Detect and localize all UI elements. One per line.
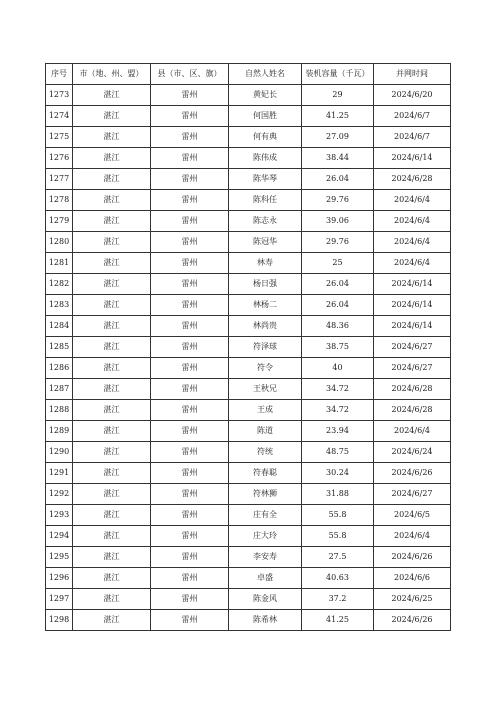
cell-seq: 1276	[46, 148, 73, 169]
cell-capacity: 55.8	[302, 526, 374, 547]
cell-capacity: 34.72	[302, 400, 374, 421]
cell-grid-date: 2024/6/27	[374, 358, 451, 379]
cell-city: 湛江	[73, 274, 151, 295]
cell-person-name: 王成	[229, 400, 302, 421]
table-row	[46, 547, 451, 568]
cell-grid-date: 2024/6/7	[374, 106, 451, 127]
table-row	[46, 379, 451, 400]
cell-seq: 1286	[46, 358, 73, 379]
cell-city: 湛江	[73, 547, 151, 568]
cell-county: 雷州	[151, 106, 229, 127]
cell-person-name: 王秋兄	[229, 379, 302, 400]
cell-person-name: 陈金风	[229, 589, 302, 610]
cell-city: 湛江	[73, 505, 151, 526]
cell-seq: 1275	[46, 127, 73, 148]
cell-seq: 1296	[46, 568, 73, 589]
cell-grid-date: 2024/6/28	[374, 169, 451, 190]
table-row	[46, 274, 451, 295]
cell-city: 湛江	[73, 211, 151, 232]
table-row	[46, 127, 451, 148]
cell-seq: 1277	[46, 169, 73, 190]
cell-person-name: 陈志永	[229, 211, 302, 232]
table-header-row	[46, 64, 451, 85]
cell-grid-date: 2024/6/26	[374, 547, 451, 568]
table-row	[46, 253, 451, 274]
table-row	[46, 232, 451, 253]
cell-county: 雷州	[151, 274, 229, 295]
table-row	[46, 400, 451, 421]
cell-capacity: 38.75	[302, 337, 374, 358]
cell-seq: 1282	[46, 274, 73, 295]
cell-county: 雷州	[151, 568, 229, 589]
table-body	[46, 85, 451, 631]
cell-person-name: 符泽球	[229, 337, 302, 358]
cell-person-name: 庄大玲	[229, 526, 302, 547]
cell-capacity: 40.63	[302, 568, 374, 589]
table-row	[46, 337, 451, 358]
cell-city: 湛江	[73, 442, 151, 463]
cell-capacity: 27.5	[302, 547, 374, 568]
cell-county: 雷州	[151, 484, 229, 505]
table-row	[46, 358, 451, 379]
cell-grid-date: 2024/6/24	[374, 442, 451, 463]
cell-capacity: 55.8	[302, 505, 374, 526]
cell-seq: 1294	[46, 526, 73, 547]
cell-capacity: 31.88	[302, 484, 374, 505]
cell-county: 雷州	[151, 169, 229, 190]
cell-city: 湛江	[73, 85, 151, 106]
cell-county: 雷州	[151, 295, 229, 316]
table-row	[46, 463, 451, 484]
header-county: 县（市、区、旗）	[151, 64, 229, 85]
cell-city: 湛江	[73, 190, 151, 211]
table-row	[46, 589, 451, 610]
cell-city: 湛江	[73, 358, 151, 379]
cell-seq: 1287	[46, 379, 73, 400]
table-row	[46, 106, 451, 127]
cell-grid-date: 2024/6/25	[374, 589, 451, 610]
cell-capacity: 26.04	[302, 169, 374, 190]
cell-county: 雷州	[151, 379, 229, 400]
table-row	[46, 211, 451, 232]
cell-city: 湛江	[73, 106, 151, 127]
cell-grid-date: 2024/6/26	[374, 610, 451, 631]
cell-capacity: 26.04	[302, 274, 374, 295]
cell-capacity: 29.76	[302, 232, 374, 253]
cell-county: 雷州	[151, 358, 229, 379]
table-row	[46, 190, 451, 211]
cell-county: 雷州	[151, 127, 229, 148]
cell-grid-date: 2024/6/14	[374, 148, 451, 169]
cell-grid-date: 2024/6/28	[374, 379, 451, 400]
cell-county: 雷州	[151, 253, 229, 274]
cell-city: 湛江	[73, 400, 151, 421]
table-row	[46, 295, 451, 316]
cell-person-name: 符令	[229, 358, 302, 379]
table-row	[46, 568, 451, 589]
cell-city: 湛江	[73, 337, 151, 358]
cell-county: 雷州	[151, 547, 229, 568]
cell-person-name: 林尚贵	[229, 316, 302, 337]
cell-grid-date: 2024/6/28	[374, 400, 451, 421]
cell-city: 湛江	[73, 463, 151, 484]
cell-seq: 1292	[46, 484, 73, 505]
cell-city: 湛江	[73, 421, 151, 442]
cell-grid-date: 2024/6/7	[374, 127, 451, 148]
cell-seq: 1285	[46, 337, 73, 358]
cell-seq: 1278	[46, 190, 73, 211]
cell-county: 雷州	[151, 610, 229, 631]
table-row	[46, 148, 451, 169]
cell-person-name: 陈伟成	[229, 148, 302, 169]
table-row	[46, 169, 451, 190]
cell-person-name: 黄妃长	[229, 85, 302, 106]
cell-city: 湛江	[73, 127, 151, 148]
cell-county: 雷州	[151, 211, 229, 232]
cell-county: 雷州	[151, 442, 229, 463]
cell-grid-date: 2024/6/14	[374, 295, 451, 316]
cell-capacity: 34.72	[302, 379, 374, 400]
cell-capacity: 23.94	[302, 421, 374, 442]
table-row	[46, 442, 451, 463]
cell-county: 雷州	[151, 190, 229, 211]
cell-seq: 1295	[46, 547, 73, 568]
cell-county: 雷州	[151, 505, 229, 526]
cell-capacity: 37.2	[302, 589, 374, 610]
cell-capacity: 25	[302, 253, 374, 274]
cell-seq: 1298	[46, 610, 73, 631]
cell-person-name: 李安寿	[229, 547, 302, 568]
cell-person-name: 陈道	[229, 421, 302, 442]
cell-grid-date: 2024/6/27	[374, 337, 451, 358]
cell-capacity: 41.25	[302, 610, 374, 631]
cell-city: 湛江	[73, 169, 151, 190]
cell-seq: 1293	[46, 505, 73, 526]
cell-county: 雷州	[151, 85, 229, 106]
cell-county: 雷州	[151, 337, 229, 358]
cell-grid-date: 2024/6/4	[374, 421, 451, 442]
cell-seq: 1280	[46, 232, 73, 253]
cell-seq: 1281	[46, 253, 73, 274]
header-capacity: 装机容量（千瓦）	[302, 64, 374, 85]
cell-capacity: 48.75	[302, 442, 374, 463]
cell-county: 雷州	[151, 316, 229, 337]
cell-city: 湛江	[73, 379, 151, 400]
cell-person-name: 陈希林	[229, 610, 302, 631]
cell-person-name: 何国胜	[229, 106, 302, 127]
cell-person-name: 陈冠华	[229, 232, 302, 253]
cell-seq: 1274	[46, 106, 73, 127]
header-city: 市（地、州、盟）	[73, 64, 151, 85]
header-person-name: 自然人姓名	[229, 64, 302, 85]
cell-capacity: 29	[302, 85, 374, 106]
table-row	[46, 316, 451, 337]
cell-seq: 1289	[46, 421, 73, 442]
cell-grid-date: 2024/6/4	[374, 232, 451, 253]
cell-capacity: 26.04	[302, 295, 374, 316]
cell-seq: 1288	[46, 400, 73, 421]
cell-capacity: 30.24	[302, 463, 374, 484]
cell-person-name: 符林狮	[229, 484, 302, 505]
cell-city: 湛江	[73, 610, 151, 631]
cell-city: 湛江	[73, 526, 151, 547]
cell-person-name: 何有典	[229, 127, 302, 148]
cell-city: 湛江	[73, 232, 151, 253]
table-row	[46, 484, 451, 505]
cell-person-name: 杨日强	[229, 274, 302, 295]
cell-grid-date: 2024/6/4	[374, 211, 451, 232]
cell-grid-date: 2024/6/4	[374, 253, 451, 274]
cell-person-name: 林寿	[229, 253, 302, 274]
cell-seq: 1273	[46, 85, 73, 106]
cell-person-name: 卓盛	[229, 568, 302, 589]
cell-grid-date: 2024/6/4	[374, 526, 451, 547]
cell-grid-date: 2024/6/6	[374, 568, 451, 589]
header-seq: 序号	[46, 64, 73, 85]
cell-capacity: 38.44	[302, 148, 374, 169]
cell-county: 雷州	[151, 148, 229, 169]
cell-city: 湛江	[73, 295, 151, 316]
table-row	[46, 85, 451, 106]
cell-county: 雷州	[151, 232, 229, 253]
cell-county: 雷州	[151, 526, 229, 547]
cell-capacity: 40	[302, 358, 374, 379]
cell-capacity: 27.09	[302, 127, 374, 148]
table-row	[46, 421, 451, 442]
cell-seq: 1283	[46, 295, 73, 316]
cell-city: 湛江	[73, 484, 151, 505]
cell-county: 雷州	[151, 421, 229, 442]
cell-grid-date: 2024/6/5	[374, 505, 451, 526]
cell-city: 湛江	[73, 148, 151, 169]
table-row	[46, 610, 451, 631]
cell-grid-date: 2024/6/4	[374, 190, 451, 211]
cell-seq: 1279	[46, 211, 73, 232]
cell-city: 湛江	[73, 253, 151, 274]
cell-person-name: 陈华琴	[229, 169, 302, 190]
cell-capacity: 39.06	[302, 211, 374, 232]
cell-grid-date: 2024/6/14	[374, 316, 451, 337]
header-grid-date: 并网时间	[374, 64, 451, 85]
cell-person-name: 林杨二	[229, 295, 302, 316]
cell-person-name: 庄有全	[229, 505, 302, 526]
cell-county: 雷州	[151, 400, 229, 421]
cell-county: 雷州	[151, 463, 229, 484]
cell-city: 湛江	[73, 316, 151, 337]
cell-county: 雷州	[151, 589, 229, 610]
cell-grid-date: 2024/6/27	[374, 484, 451, 505]
cell-capacity: 48.36	[302, 316, 374, 337]
cell-person-name: 符春聪	[229, 463, 302, 484]
table-row	[46, 505, 451, 526]
cell-seq: 1291	[46, 463, 73, 484]
cell-seq: 1290	[46, 442, 73, 463]
pv-installation-table	[45, 63, 451, 631]
cell-capacity: 29.76	[302, 190, 374, 211]
cell-seq: 1297	[46, 589, 73, 610]
cell-grid-date: 2024/6/14	[374, 274, 451, 295]
cell-grid-date: 2024/6/26	[374, 463, 451, 484]
cell-seq: 1284	[46, 316, 73, 337]
cell-person-name: 符统	[229, 442, 302, 463]
cell-person-name: 陈科任	[229, 190, 302, 211]
cell-city: 湛江	[73, 568, 151, 589]
table-row	[46, 526, 451, 547]
cell-capacity: 41.25	[302, 106, 374, 127]
cell-grid-date: 2024/6/20	[374, 85, 451, 106]
cell-city: 湛江	[73, 589, 151, 610]
